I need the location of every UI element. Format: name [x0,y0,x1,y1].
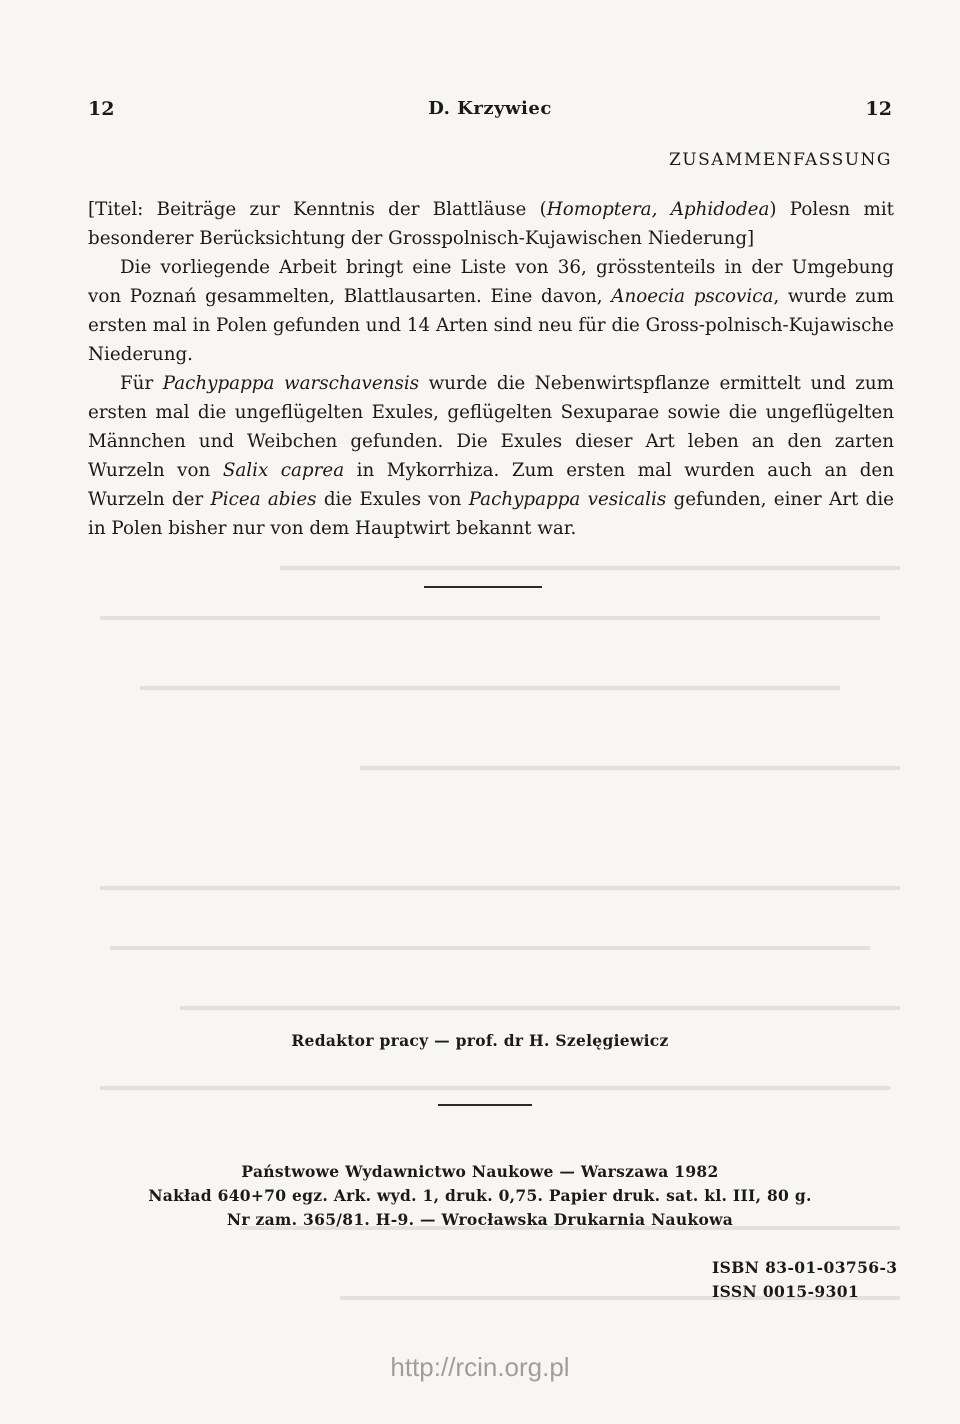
isbn-number: ISBN 83-01-03756-3 [712,1258,898,1277]
issn-number: ISSN 0015-9301 [712,1282,860,1301]
text-run: Die vorliegende Arbeit bringt eine Liste von 36, grösstenteils in der Umgebung von Poznań gesammelten, Blattlausarten. Eine davon, [88,257,894,307]
divider-rule [424,586,542,588]
text-run: die Exules von [316,489,469,510]
publisher-line: Państwowe Wydawnictwo Naukowe — Warszawa 1982 [241,1162,719,1181]
paragraph [88,369,894,543]
taxon-name: Pachypappa warschavensis [162,373,420,394]
text-run: , wurde zum ersten mal in Polen gefunden und 14 Arten sind neu für die Gross-polnisch-Kujawische Niederung. [88,286,894,365]
identifiers [712,1256,897,1304]
page-number-right: 12 [865,98,892,120]
taxon-name: Picea abies [210,489,317,510]
taxon-name: Salix caprea [222,460,345,481]
show-through-texture [80,880,900,894]
paragraph [88,253,894,369]
text-run: wurde die Nebenwirtspflanze ermittelt und zum ersten mal die ungeflügelten Exules, geflügelten Sexuparae sowie die ungeflügelten Männchen und Weibchen gefunden. Die Exules dieser Art leben an den zarten Wurzeln von [88,373,894,481]
source-url: http://rcin.org.pl [390,1352,570,1382]
show-through-texture [80,940,900,954]
summary-body [88,195,894,543]
taxon-name: Anoecia pscovica [611,286,774,307]
text-run: [Titel: Beiträge zur Kenntnis der Blattläuse ( [88,199,547,220]
publisher-imprint [0,1160,960,1232]
publisher-line: Nakład 640+70 egz. Ark. wyd. 1, druk. 0,75. Papier druk. sat. kl. III, 80 g. [148,1186,812,1205]
divider-rule [438,1104,532,1106]
show-through-texture [80,1000,900,1014]
running-header [88,98,892,124]
title-paragraph [88,195,894,253]
show-through-texture [80,680,900,694]
text-run: Für [120,373,163,394]
taxon-name: Pachypappa vesicalis [468,489,667,510]
section-heading: ZUSAMMENFASSUNG [668,150,892,170]
text-run: in Mykorrhiza. Zum ersten mal wurden auch an den Wurzeln der [88,460,894,510]
text-run: gefunden, einer Art die in Polen bisher nur von dem Hauptwirt bekannt war. [88,489,895,539]
page-number-left: 12 [88,98,115,120]
editor-line: Redaktor pracy — prof. dr H. Szelęgiewicz [291,1031,669,1050]
show-through-texture [80,1080,900,1094]
show-through-texture [80,560,900,574]
publisher-line: Nr zam. 365/81. H-9. — Wrocławska Drukarnia Naukowa [226,1210,734,1229]
taxon-name: Homoptera, Aphidodea [546,199,770,220]
show-through-texture [80,610,900,624]
running-head-author: D. Krzywiec [428,98,552,119]
text-run: ) Polesn mit besonderer Berücksichtung der Grosspolnisch-Kujawischen Niederung] [88,199,895,249]
show-through-texture [80,760,900,774]
